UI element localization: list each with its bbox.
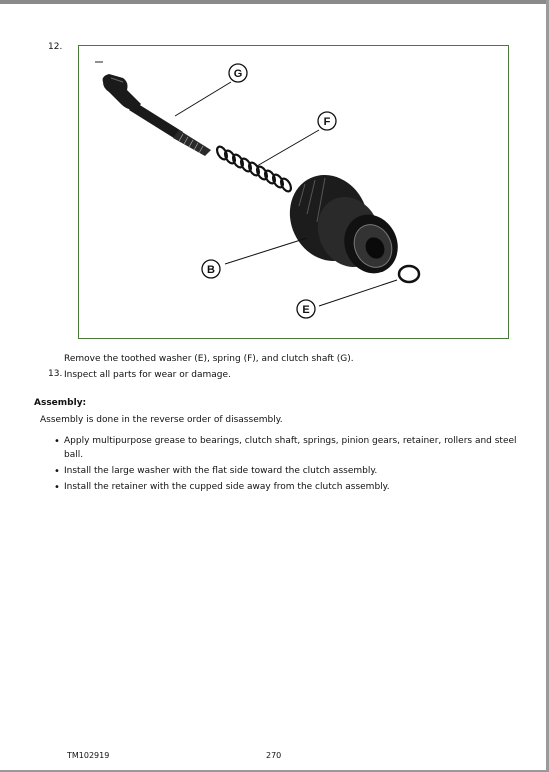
leader-line-g xyxy=(175,82,231,116)
callout-g-label: G xyxy=(233,68,243,80)
bullet-text: Install the large washer with the flat side toward the clutch assembly. xyxy=(64,466,378,476)
bullet-dot-icon: • xyxy=(54,436,60,447)
clutch-parts-illustration xyxy=(79,46,510,340)
bullet-text: Install the retainer with the cupped side away from the clutch assembly. xyxy=(64,482,390,492)
clutch-assembly-part xyxy=(276,162,407,282)
bullet-text: Apply multipurpose grease to bearings, clutch shaft, springs, pinion gears, retainer, rollers and steel xyxy=(64,436,517,446)
bullet-dot-icon: • xyxy=(54,466,60,477)
leader-line-b xyxy=(225,238,307,264)
assembly-intro: Assembly is done in the reverse order of disassembly. xyxy=(40,415,283,425)
assembly-bullet-list xyxy=(52,434,522,496)
bullet-continuation xyxy=(52,448,522,463)
callout-b-label: B xyxy=(207,264,215,276)
inspect-instruction: Inspect all parts for wear or damage. xyxy=(64,370,231,380)
bullet-item xyxy=(52,434,522,449)
remove-instruction: Remove the toothed washer (E), spring (F), and clutch shaft (G). xyxy=(64,354,354,364)
leader-line-e xyxy=(319,280,397,306)
clutch-shaft-part xyxy=(103,74,211,156)
bullet-dot-icon: • xyxy=(54,482,60,493)
toothed-washer-part xyxy=(399,266,419,282)
viewer-top-border xyxy=(0,0,549,4)
bullet-text: ball. xyxy=(64,450,84,460)
clutch-parts-figure xyxy=(78,45,509,339)
bullet-item xyxy=(52,464,522,479)
footer-page-number: 270 xyxy=(266,751,282,760)
assembly-heading: Assembly: xyxy=(34,398,87,408)
footer-doc-id: TM102919 xyxy=(67,751,110,760)
leader-line-f xyxy=(257,130,319,166)
step-13-number: 13. xyxy=(48,369,63,379)
step-12-number: 12. xyxy=(48,42,63,52)
callout-f-label: F xyxy=(323,116,331,128)
callout-e-label: E xyxy=(302,304,310,316)
bullet-item xyxy=(52,480,522,495)
